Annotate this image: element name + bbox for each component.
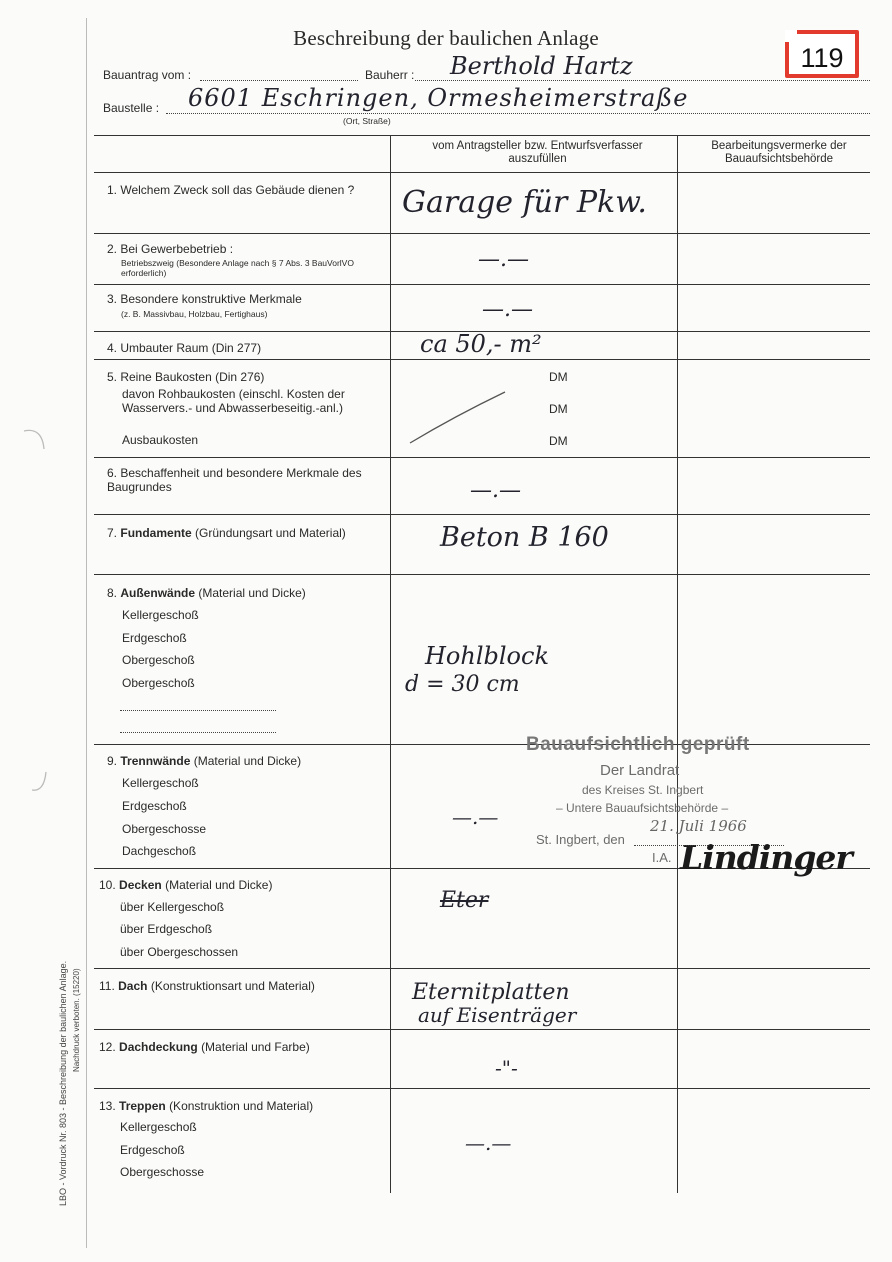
column-header-applicant: vom Antragsteller bzw. Entwurfsverfasser auszufüllen <box>432 140 643 165</box>
table-col-divider-2 <box>677 135 678 1193</box>
row8-bold: Außenwände <box>120 586 196 600</box>
row7-bottom-line <box>94 574 870 575</box>
stamp-line1: Bauaufsichtlich geprüft <box>526 734 750 755</box>
header-bottom-line <box>94 172 870 173</box>
row7-num: 7. <box>107 526 118 540</box>
row10-rest: (Material und Dicke) <box>165 878 273 892</box>
table-top-line <box>94 135 870 136</box>
row8-rest: (Material und Dicke) <box>198 586 306 600</box>
row8-dotline-1 <box>120 710 276 711</box>
row3-label: 3. Besondere konstruktive Merkmale <box>107 292 302 306</box>
stamp-line2: Der Landrat <box>600 762 680 779</box>
row2-label: 2. Bei Gewerbebetrieb : <box>107 242 234 256</box>
row8-item: Kellergeschoß <box>122 608 199 622</box>
row13-item: Erdgeschoß <box>120 1143 185 1157</box>
row9-item: Kellergeschoß <box>122 776 199 790</box>
row8-bottom-line <box>94 744 870 745</box>
punch-hole-mark <box>28 770 52 798</box>
row13-num: 13. <box>99 1099 116 1113</box>
row4-label: 4. Umbauter Raum (Din 277) <box>107 341 262 355</box>
row10-item: über Obergeschossen <box>120 945 239 959</box>
sidebar-text-line1: LBO - Vordruck Nr. 803 - Beschreibung der baulichen Anlage. <box>58 960 68 1206</box>
row10-num: 10. <box>99 878 116 892</box>
table-col-divider-1 <box>390 135 391 1193</box>
stamp-date: 21. Juli 1966 <box>650 817 747 835</box>
row10-item: über Erdgeschoß <box>120 922 213 936</box>
row5-dm3: DM <box>549 434 568 448</box>
row12-rest: (Material und Farbe) <box>201 1040 310 1054</box>
row5-label: 5. Reine Baukosten (Din 276) <box>107 370 265 384</box>
row11-num: 11. <box>99 979 115 993</box>
signature: Lindinger <box>680 838 852 877</box>
row12-bottom-line <box>94 1088 870 1089</box>
row5-dm2: DM <box>549 402 568 416</box>
row9-rest: (Material und Dicke) <box>193 754 302 768</box>
row11-bottom-line <box>94 1029 870 1030</box>
bauherr-label: Bauherr : <box>365 68 415 82</box>
row8-value2: d = 30 cm <box>405 672 520 697</box>
row9-label <box>107 753 301 769</box>
row5-label3: Ausbaukosten <box>122 433 199 447</box>
row1-value: Garage für Pkw. <box>402 185 647 220</box>
row1-bottom-line <box>94 233 870 234</box>
column-header-authority: Bearbeitungsvermerke der Bauaufsichtsbehörde <box>711 140 847 165</box>
bauantrag-dotline <box>200 80 358 81</box>
row9-item: Erdgeschoß <box>122 799 187 813</box>
row10-bold: Decken <box>119 878 162 892</box>
row5-dm1: DM <box>549 370 568 384</box>
punch-hole-mark <box>20 425 50 455</box>
row10-value: Eter <box>440 888 489 913</box>
left-margin-line <box>86 18 87 1248</box>
row12-value: -"- <box>495 1056 518 1080</box>
row1-label: 1. Welchem Zweck soll das Gebäude dienen ? <box>107 183 355 197</box>
row2-value: —.— <box>478 247 529 272</box>
baustelle-dotline <box>166 113 870 114</box>
row4-bottom-line <box>94 359 870 360</box>
row5-label2: davon Rohbaukosten (einschl. Kosten der Wasservers.- und Abwasserbeseitig.-anl.) <box>122 387 345 415</box>
baustelle-label: Baustelle : <box>103 101 160 115</box>
row7-value: Beton B 160 <box>440 522 609 553</box>
row13-item: Obergeschosse <box>120 1165 205 1179</box>
row5-bottom-line <box>94 457 870 458</box>
bauantrag-label: Bauantrag vom : <box>103 68 192 82</box>
row11-value1: Eternitplatten <box>412 980 570 1005</box>
row8-value1: Hohlblock <box>425 642 549 670</box>
bauherr-value: Berthold Hartz <box>450 52 633 80</box>
row8-item: Obergeschoß <box>122 676 195 690</box>
stamp-line5: St. Ingbert, den <box>536 832 625 847</box>
row9-bold: Trennwände <box>120 754 191 768</box>
row3-sublabel: (z. B. Massivbau, Holzbau, Fertighaus) <box>121 309 268 319</box>
stamp-line3: des Kreises St. Ingbert <box>582 783 704 797</box>
row4-value: ca 50,- m² <box>420 330 542 358</box>
row12-label <box>99 1039 310 1055</box>
row10-label <box>99 877 272 893</box>
row2-sublabel: Betriebszweig (Besondere Anlage nach § 7 Abs. 3 BauVorlVO erforderlich) <box>121 258 354 278</box>
row7-bold: Fundamente <box>120 526 192 540</box>
row10-bottom-line <box>94 968 870 969</box>
row6-value: —.— <box>470 478 521 503</box>
row8-label <box>107 585 306 601</box>
page-number-badge: 119 <box>785 30 859 78</box>
row2-bottom-line <box>94 284 870 285</box>
row8-item: Obergeschoß <box>122 653 195 667</box>
row6-label: 6. Beschaffenheit und besondere Merkmale des Baugrundes <box>107 466 362 494</box>
row11-rest: (Konstruktionsart und Material) <box>150 979 315 993</box>
row11-value2: auf Eisenträger <box>418 1003 577 1027</box>
row13-label <box>99 1098 313 1114</box>
row11-label <box>99 978 315 994</box>
stamp-line4: – Untere Bauaufsichtsbehörde – <box>556 801 729 815</box>
ort-strasse-note: (Ort, Straße) <box>343 116 391 126</box>
row8-num: 8. <box>107 586 118 600</box>
row12-bold: Dachdeckung <box>119 1040 198 1054</box>
row9-item: Obergeschosse <box>122 822 207 836</box>
page-title: Beschreibung der baulichen Anlage <box>293 26 599 50</box>
row9-value: —.— <box>452 805 499 829</box>
row9-item: Dachgeschoß <box>122 844 197 858</box>
sidebar-text-line2: Nachdruck verboten. (15220) <box>72 968 81 1072</box>
row10-item: über Kellergeschoß <box>120 900 225 914</box>
row13-value: —.— <box>465 1131 512 1155</box>
row13-item: Kellergeschoß <box>120 1120 197 1134</box>
row5-strike-mark <box>405 388 515 448</box>
row13-rest: (Konstruktion und Material) <box>169 1099 314 1113</box>
row7-rest: (Gründungsart und Material) <box>195 526 346 540</box>
baustelle-value: 6601 Eschringen, Ormesheimerstraße <box>188 84 689 112</box>
row8-item: Erdgeschoß <box>122 631 187 645</box>
row6-bottom-line <box>94 514 870 515</box>
row7-label <box>107 525 346 541</box>
row8-dotline-2 <box>120 732 276 733</box>
stamp-ia: I.A. <box>652 850 672 865</box>
row9-num: 9. <box>107 754 118 768</box>
row11-bold: Dach <box>118 979 148 993</box>
row13-bold: Treppen <box>119 1099 166 1113</box>
row12-num: 12. <box>99 1040 116 1054</box>
bauherr-dotline <box>415 80 870 81</box>
row3-value: —.— <box>482 297 533 322</box>
